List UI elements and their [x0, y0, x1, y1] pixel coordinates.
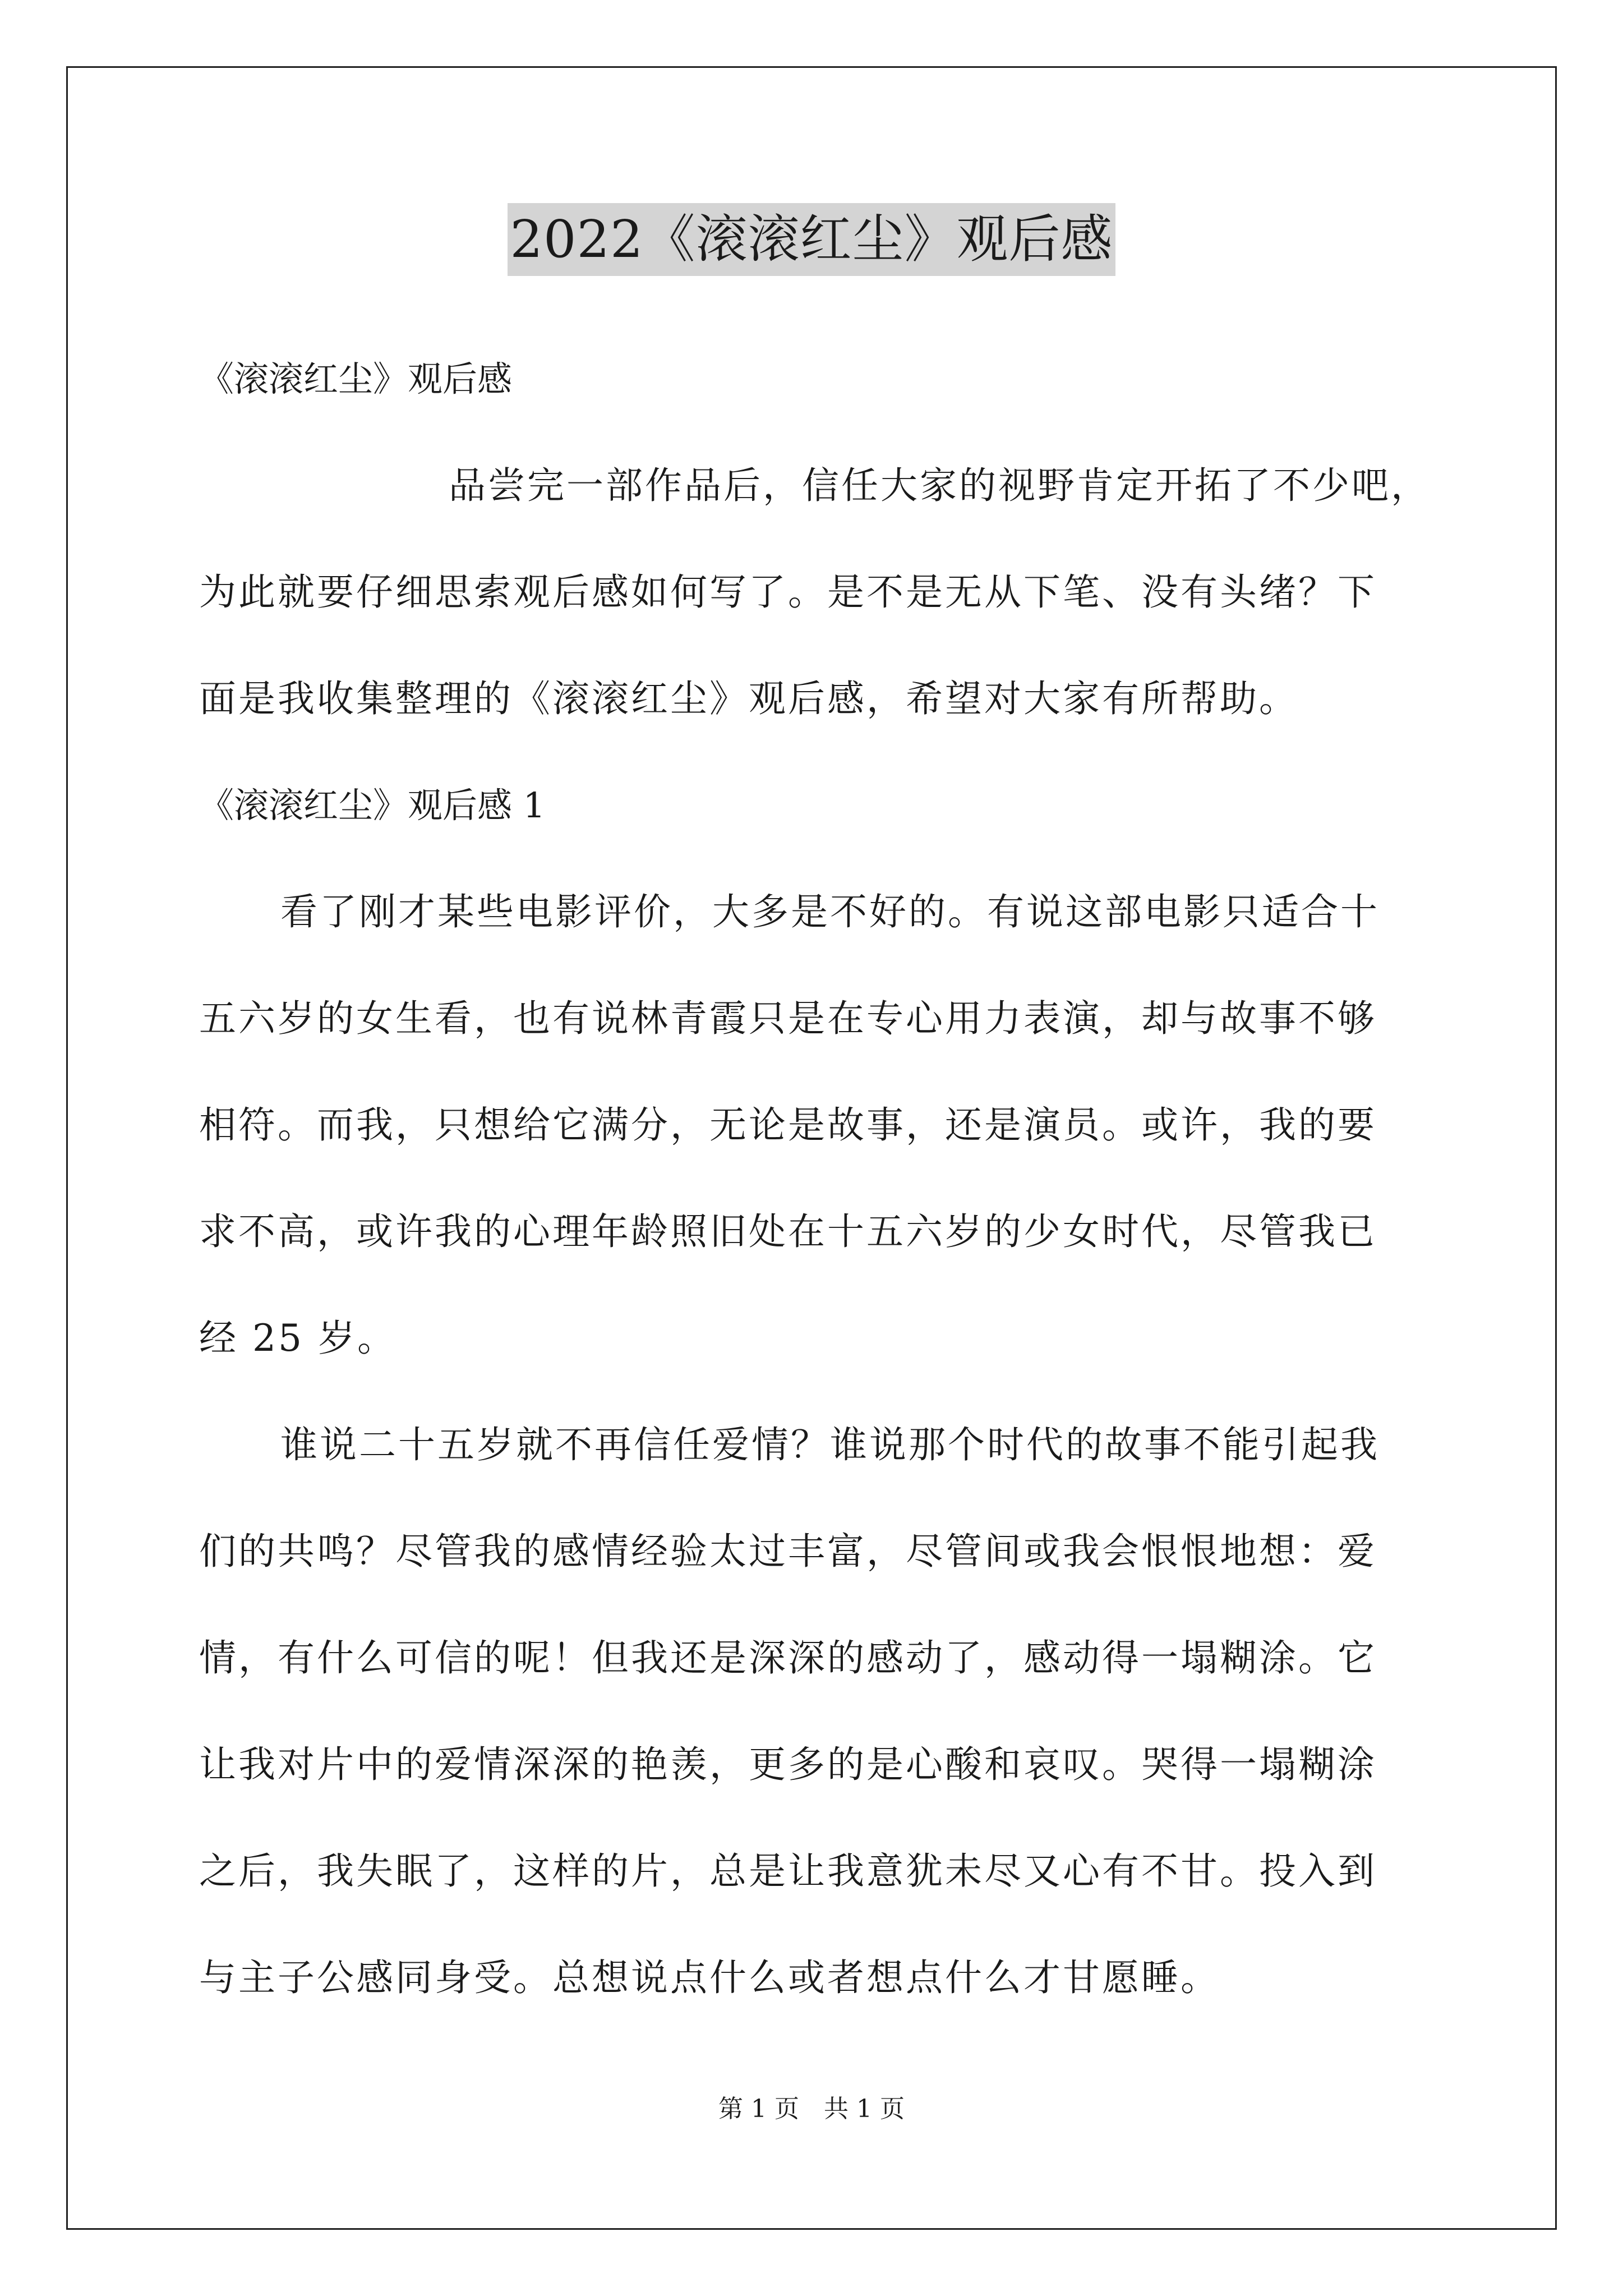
intro-line: 面是我收集整理的《滚滚红尘》观后感，希望对大家有所帮助。 — [199, 677, 1298, 720]
paragraph1-line: 经 25 岁。 — [199, 1317, 396, 1360]
paragraph2-line: 与主子公感同身受。总想说点什么或者想点什么才甘愿睡。 — [199, 1956, 1220, 1999]
intro-line: 品尝完一部作品后，信任大家的视野肯定开拓了不少吧， — [449, 464, 1430, 507]
paragraph1-line: 看了刚才某些电影评价，大多是不好的。有说这部电影只适合十 — [280, 890, 1380, 933]
paragraph1-line: 求不高，或许我的心理年龄照旧处在十五六岁的少女时代，尽管我已 — [199, 1210, 1377, 1253]
document-title: 2022《滚滚红尘》观后感 — [508, 203, 1115, 276]
paragraph2-line: 们的共鸣？尽管我的感情经验太过丰富，尽管间或我会恨恨地想：爱 — [199, 1530, 1377, 1573]
paragraph1-line: 相符。而我，只想给它满分，无论是故事，还是演员。或许，我的要 — [199, 1103, 1377, 1147]
paragraph2-line: 谁说二十五岁就不再信任爱情？谁说那个时代的故事不能引起我 — [280, 1423, 1380, 1466]
subtitle: 《滚滚红尘》观后感 — [199, 358, 513, 399]
intro-line: 为此就要仔细思索观后感如何写了。是不是无从下笔、没有头绪？下 — [199, 570, 1377, 614]
section-heading: 《滚滚红尘》观后感 1 — [199, 785, 546, 826]
paragraph2-line: 情，有什么可信的呢！但我还是深深的感动了，感动得一塌糊涂。它 — [199, 1636, 1377, 1680]
page-footer: 第 1 页 共 1 页 — [718, 2095, 905, 2123]
paragraph2-line: 让我对片中的爱情深深的艳羡，更多的是心酸和哀叹。哭得一塌糊涂 — [199, 1743, 1377, 1786]
title-container — [0, 203, 1623, 276]
paragraph2-line: 之后，我失眠了，这样的片，总是让我意犹未尽又心有不甘。投入到 — [199, 1849, 1377, 1893]
paragraph1-line: 五六岁的女生看，也有说林青霞只是在专心用力表演，却与故事不够 — [199, 997, 1377, 1040]
